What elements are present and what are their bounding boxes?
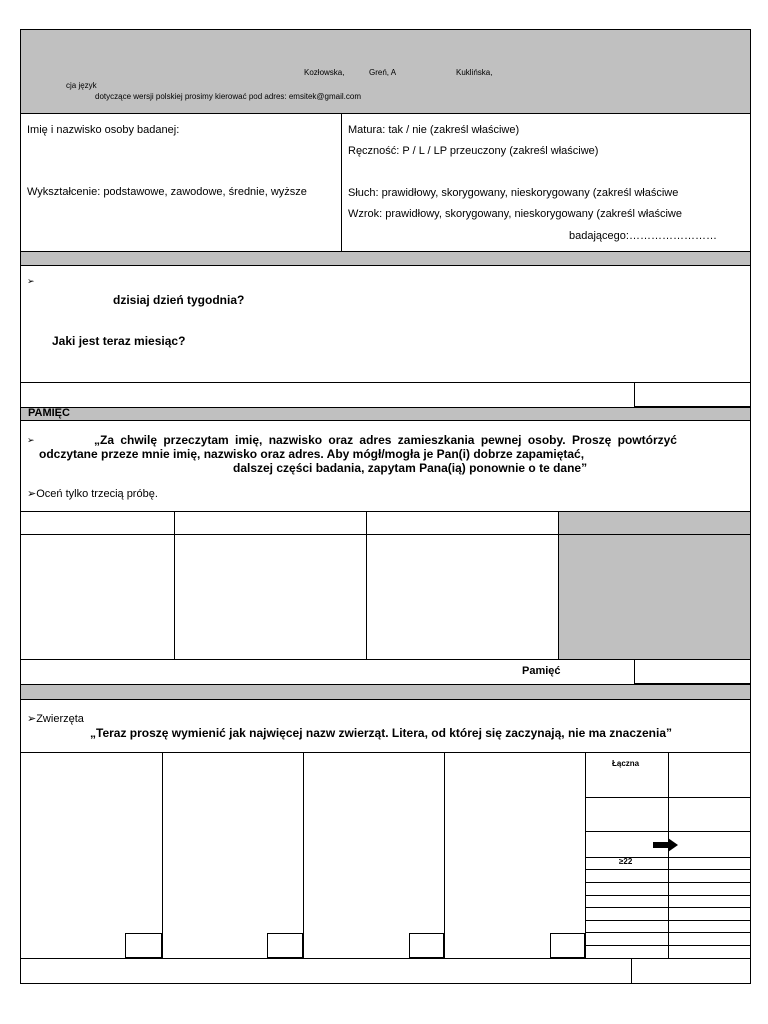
question-day: dzisiaj dzień tygodnia? [113, 293, 245, 307]
animals-label: ➢Zwierzęta [27, 713, 84, 725]
orientation-score-box[interactable] [634, 382, 751, 407]
hearing-field: Słuch: prawidłowy, skorygowany, nieskorygowany (zakreśl właściwe [348, 187, 679, 199]
handedness-field: Ręczność: P / L / LP przeuczony (zakreśl właściwe) [348, 145, 599, 157]
divider [303, 752, 304, 958]
divider [668, 752, 669, 958]
divider [341, 113, 342, 251]
memory-note: ➢Oceń tylko trzecią próbę. [27, 488, 158, 500]
threshold-label: ≥22 [619, 857, 633, 866]
divider [20, 534, 751, 535]
divider [558, 511, 559, 659]
memory-score-box[interactable] [634, 659, 751, 684]
memory-instruction-line1: „Za chwilę przeczytam imię, nazwisko oraz adres zamieszkania pewnej osoby. Proszę powtórzyć [94, 433, 677, 447]
animals-score-box[interactable] [631, 958, 751, 984]
divider [174, 511, 175, 659]
divider [585, 831, 751, 832]
divider [585, 932, 751, 933]
memory-band [21, 407, 750, 421]
education-label: Wykształcenie: podstawowe, zawodowe, średnie, wyższe [27, 186, 307, 198]
contact-line: dotyczące wersji polskiej prosimy kierować pod adres: emsitek@gmail.com [95, 92, 361, 101]
count-box[interactable] [409, 933, 444, 958]
divider [585, 752, 586, 958]
divider [585, 920, 751, 921]
divider [585, 797, 751, 798]
divider [585, 869, 751, 870]
divider [585, 945, 751, 946]
vision-field: Wzrok: prawidłowy, skorygowany, nieskorygowany (zakreśl właściwe [348, 208, 682, 220]
right-arrow-icon [653, 838, 679, 852]
section-band [21, 251, 750, 266]
examiner-field: badającego:…………………… [569, 230, 717, 242]
divider [20, 752, 751, 753]
memory-section-title: PAMIĘC [28, 407, 70, 419]
memory-score-label: Pamięć [522, 665, 561, 677]
bullet-icon: ➢ [27, 276, 35, 286]
question-month: Jaki jest teraz miesiąc? [52, 334, 186, 348]
count-box[interactable] [267, 933, 303, 958]
total-label: Łączna [612, 759, 640, 768]
divider [366, 511, 367, 659]
bullet-icon: ➢ [27, 435, 35, 445]
header-language: cja język [66, 81, 97, 90]
name-label: Imię i nazwisko osoby badanej: [27, 124, 180, 136]
memory-instruction-line2: odczytane przeze mnie imię, nazwisko oraz adres. Aby mógł/mogła je Pan(i) dobrze zapamiętać, [39, 447, 585, 461]
count-box[interactable] [550, 933, 585, 958]
memory-instruction-line3: dalszej części badania, zapytam Pana(ią) ponownie o te dane” [233, 461, 588, 475]
author-kuklinska: Kuklińska, [456, 68, 493, 77]
author-kozlowska: Kozłowska, [304, 68, 345, 77]
divider [585, 907, 751, 908]
count-box[interactable] [125, 933, 162, 958]
author-gren: Greń, A [369, 68, 397, 77]
divider [585, 857, 751, 858]
divider [585, 895, 751, 896]
animals-instruction: „Teraz proszę wymienić jak najwięcej nazw zwierząt. Litera, od której się zaczynają, nie ma znaczenia” [90, 726, 672, 740]
divider [444, 752, 445, 958]
divider [162, 752, 163, 958]
divider [20, 113, 751, 114]
form-frame [20, 29, 751, 984]
section-band [21, 684, 750, 700]
divider [585, 882, 751, 883]
matura-field: Matura: tak / nie (zakreśl właściwe) [348, 124, 520, 136]
